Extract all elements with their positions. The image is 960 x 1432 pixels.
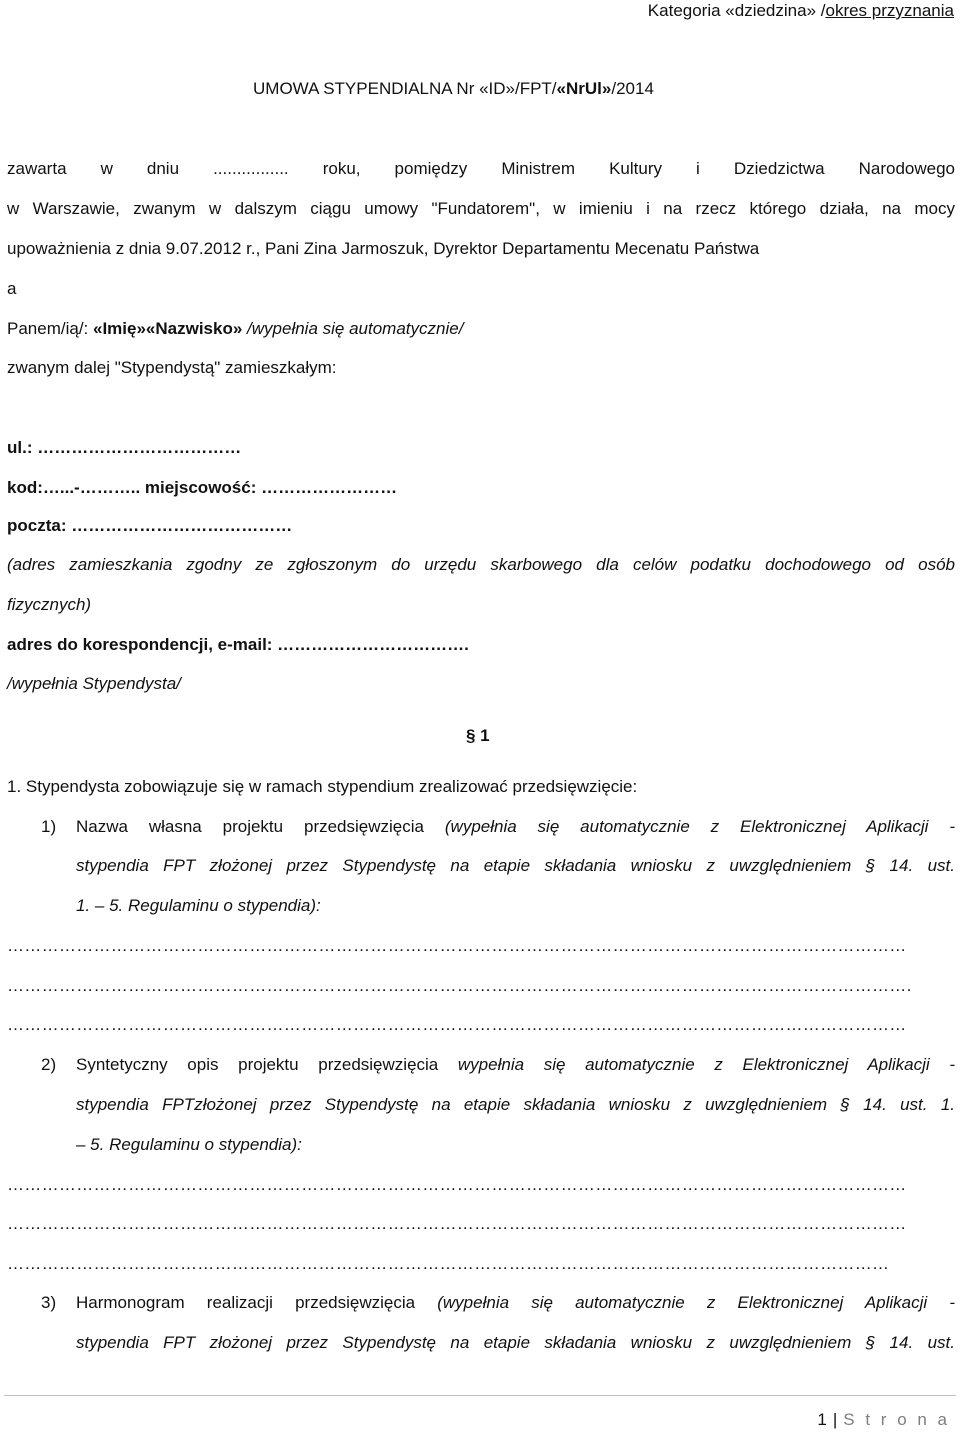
footer-divider — [4, 1395, 956, 1396]
scholar-fill-note: /wypełnia Stypendysta/ — [7, 674, 181, 693]
item-1-title: Nazwa własna projektu przedsięwzięcia — [76, 817, 445, 836]
scholar-prefix: Panem/ią/: — [7, 319, 93, 338]
item-3-number: 3) — [41, 1293, 57, 1312]
conjunction: a — [7, 279, 17, 298]
intro-line-3: upoważnienia z dnia 9.07.2012 r., Pani Zina Jarmoszuk, Dyrektor Departamentu Mecenatu Państwa — [7, 239, 760, 258]
page-number: 1 — [817, 1410, 827, 1429]
email-field: adres do korespondencji, e-mail: ……………………………. — [7, 635, 469, 654]
item-1-note: (wypełnia się automatycznie z Elektronicznej Aplikacji - — [444, 817, 955, 836]
item-3-line-1 — [76, 1292, 955, 1314]
intro-line-2: w Warszawie, zwanym w dalszym ciągu umowy "Fundatorem", w imieniu i na rzecz którego działa, na mocy — [7, 199, 955, 218]
item-2-number: 2) — [41, 1055, 57, 1074]
category-prefix: Kategoria «dziedzina» / — [647, 1, 826, 20]
item-3-line-2: stypendia FPT złożonej przez Stypendystę na etapie składania wniosku z uwzględnieniem § 14. ust. — [76, 1333, 955, 1352]
item-1-number: 1) — [41, 817, 57, 836]
address-note-line-1: (adres zamieszkania zgodny ze zgłoszonym do urzędu skarbowego dla celów podatku dochodowego od osób — [7, 555, 955, 574]
item-1-line-3: 1. – 5. Regulaminu o stypendia): — [76, 896, 321, 915]
item-3-note: (wypełnia się automatycznie z Elektronicznej Aplikacji - — [437, 1293, 955, 1312]
fill-line-2c: ……………………………………………………………………………………………………………………………………… — [7, 1254, 890, 1273]
postcode-city-field: kod:…...-……….. miejscowość: …………………… — [7, 478, 398, 497]
item-1-line-2: stypendia FPT złożonej przez Stypendystę na etapie składania wniosku z uwzględnieniem § 14. ust. — [76, 856, 955, 875]
scholar-residence: zwanym dalej "Stypendystą" zamieszkałym: — [7, 358, 337, 377]
item-2-line-3: – 5. Regulaminu o stypendia): — [76, 1135, 302, 1154]
intro-line-1: zawarta w dniu ................ roku, pomiędzy Ministrem Kultury i Dziedzictwa Narodowego — [7, 159, 955, 178]
item-2-title: Syntetyczny opis projektu przedsięwzięcia — [76, 1055, 458, 1074]
period-link[interactable]: okres przyznania — [825, 1, 954, 20]
street-field: ul.: ……………………………… — [7, 438, 242, 457]
point-1: 1. Stypendysta zobowiązuje się w ramach stypendium zrealizować przedsięwzięcie: — [7, 777, 638, 796]
fill-line-1c: ………………………………………………………………………………………………………………………………………… — [7, 1015, 907, 1034]
page-label: S t r o n a — [843, 1410, 950, 1429]
title-number: «NrUl» — [556, 79, 612, 98]
item-2-line-1 — [76, 1054, 955, 1076]
fill-line-2a: ………………………………………………………………………………………………………………………………………… — [7, 1175, 907, 1194]
item-2-note: wypełnia się automatycznie z Elektronicznej Aplikacji - — [457, 1055, 955, 1074]
section-heading: § 1 — [466, 726, 490, 745]
page-footer — [817, 1409, 950, 1431]
item-3-title: Harmonogram realizacji przedsięwzięcia — [76, 1293, 438, 1312]
address-note-line-2: fizycznych) — [7, 595, 92, 614]
scholar-line — [7, 318, 463, 340]
autofill-note: /wypełnia się automatycznie/ — [242, 319, 464, 338]
item-1-line-1 — [76, 816, 955, 838]
document-title — [253, 78, 654, 100]
category-header — [648, 0, 954, 22]
title-text: UMOWA STYPENDIALNA Nr «ID»/FPT/ — [253, 79, 557, 98]
fill-line-1a: ………………………………………………………………………………………………………………………………………… — [7, 936, 907, 955]
scholar-name: «Imię»«Nazwisko» — [93, 319, 243, 338]
fill-line-1b: …………………………………………………………………………………………………………………………………………. — [7, 976, 912, 995]
footer-separator: | — [832, 1410, 838, 1429]
post-office-field: poczta: ………………………………… — [7, 516, 293, 535]
item-2-line-2: stypendia FPTzłożonej przez Stypendystę na etapie składania wniosku z uwzględnieniem § 14. ust. 1. — [76, 1095, 955, 1114]
fill-line-2b: ………………………………………………………………………………………………………………………………………… — [7, 1214, 907, 1233]
title-year: /2014 — [611, 79, 654, 98]
